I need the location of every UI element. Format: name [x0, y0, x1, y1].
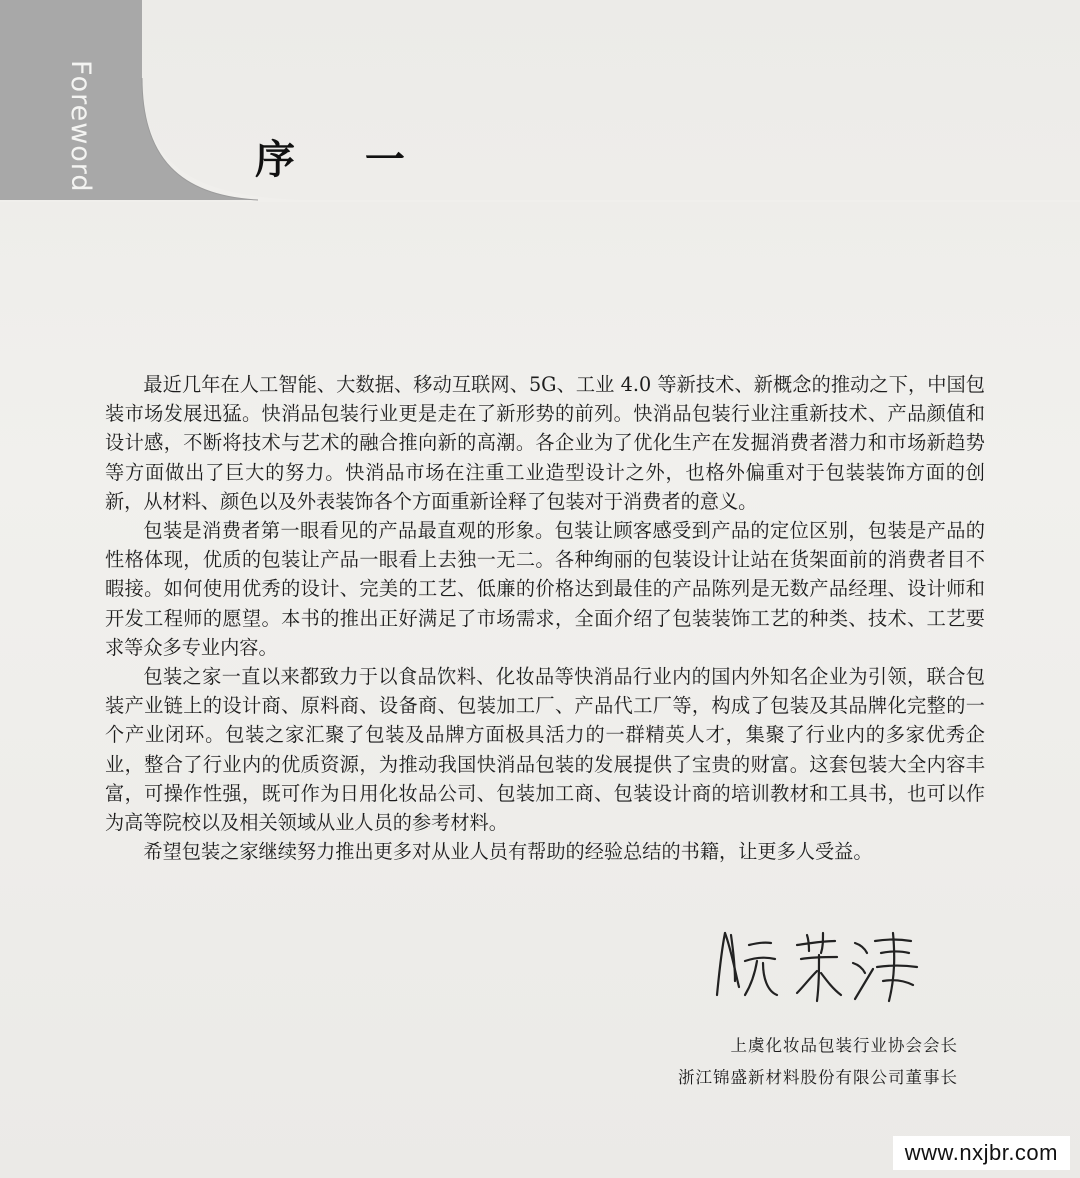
signer-title-1: 上虞化妆品包装行业协会会长: [730, 1036, 958, 1055]
body-text: [105, 370, 985, 866]
paragraph: 包装是消费者第一眼看见的产品最直观的形象。包装让顾客感受到产品的定位区别，包装是产品的性格体现，优质的包装让产品一眼看上去独一无二。各种绚丽的包装设计让站在货架面前的消费者目不暇接。如何使用优秀的设计、完美的工艺、低廉的价格达到最佳的产品陈列是无数产品经理、设计师和开发工程师的愿望。本书的推出正好满足了市场需求，全面介绍了包装装饰工艺的种类、技术、工艺要求等众多专业内容。: [105, 519, 985, 659]
paragraph: 希望包装之家继续努力推出更多对从业人员有帮助的经验总结的书籍，让更多人受益。: [143, 840, 873, 864]
paragraph: 最近几年在人工智能、大数据、移动互联网、5G、工业 4.0 等新技术、新概念的推动之下，中国包装市场发展迅猛。快消品包装行业更是走在了新形势的前列。快消品包装行业注重新技术、产品颜值和设计感，不断将技术与艺术的融合推向新的高潮。各企业为了优化生产在发掘消费者潜力和市场新趋势等方面做出了巨大的努力。快消品市场在注重工业造型设计之外，也格外偏重对于包装装饰方面的创新，从材料、颜色以及外表装饰各个方面重新诠释了包装对于消费者的意义。: [105, 373, 985, 513]
foreword-label: Foreword: [65, 60, 96, 193]
signer-title-2: 浙江锦盛新材料股份有限公司董事长: [678, 1068, 958, 1087]
page-title: 序 一: [255, 137, 433, 183]
signature-block: [678, 1030, 958, 1094]
watermark: www.nxjbr.com: [893, 1136, 1070, 1170]
paragraph: 包装之家一直以来都致力于以食品饮料、化妆品等快消品行业内的国内外知名企业为引领，联合包装产业链上的设计商、原料商、设备商、包装加工厂、产品代工厂等，构成了包装及其品牌化完整的一个产业闭环。包装之家汇聚了包装及品牌方面极具活力的一群精英人才，集聚了行业内的多家优秀企业，整合了行业内的优质资源，为推动我国快消品包装的发展提供了宝贵的财富。这套包装大全内容丰富，可操作性强，既可作为日用化妆品公司、包装加工商、包装设计商的培训教材和工具书，也可以作为高等院校以及相关领域从业人员的参考材料。: [105, 665, 985, 835]
handwritten-signature: [705, 915, 930, 1015]
corner-decoration: [0, 0, 1080, 240]
